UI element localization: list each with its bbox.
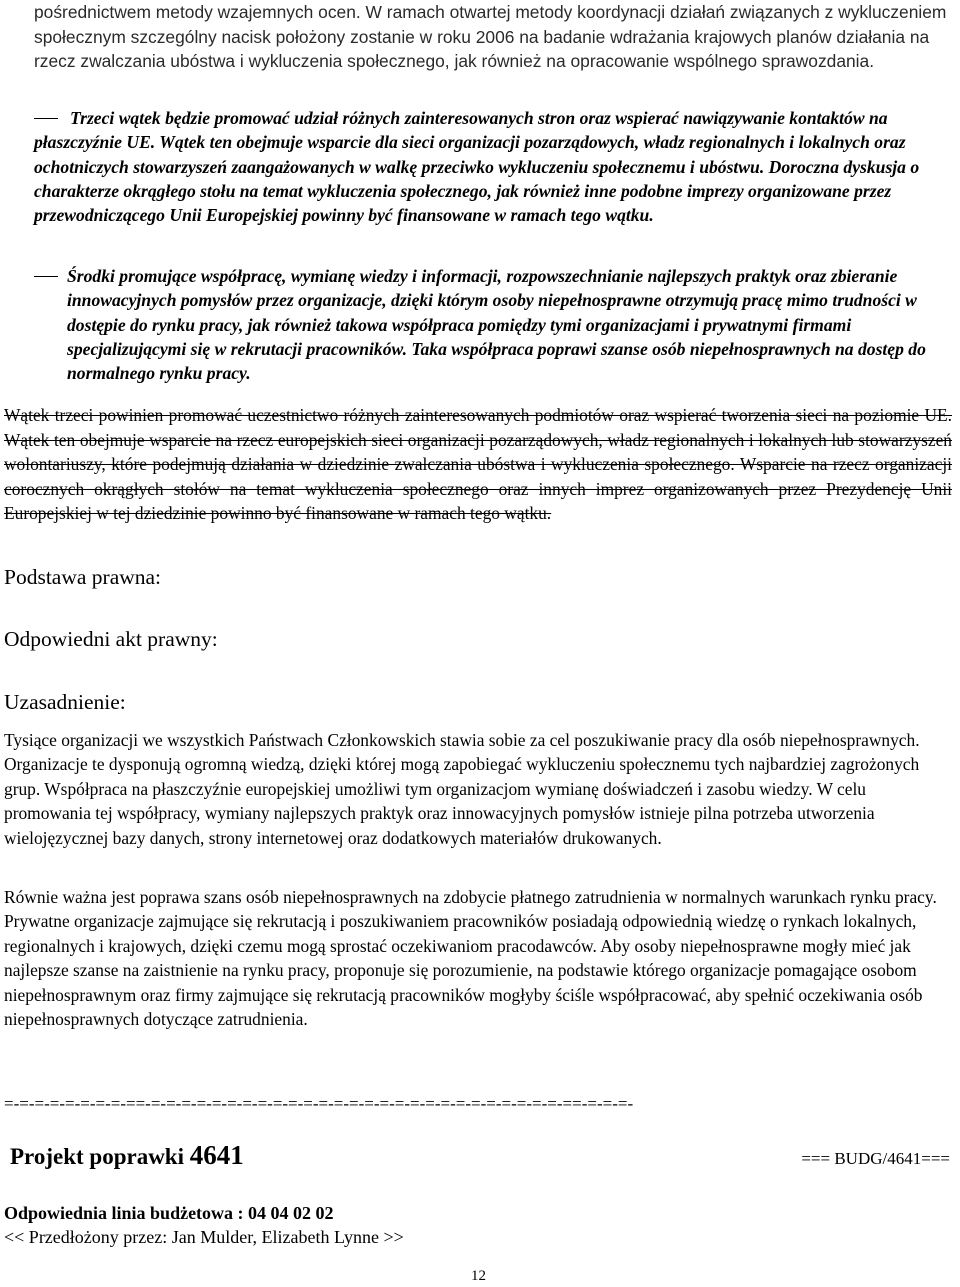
- struck-out-paragraph: Wątek trzeci powinien promować uczestnictwo różnych zainteresowanych podmiotów oraz wspierać tworzenia sieci na poziomie UE. Wątek ten obejmuje wsparcie na rzecz europejskich sieci organizacji pozarządowych, władz regionalnych i lokalnych lub stowarzyszeń wolontariuszy, które podejmują działania w dziedzinie zwalczania ubóstwa i wykluczenia społecznego. Wsparcie na rzecz organizacji corocznych okrągłych stołów na temat wykluczenia społecznego oraz innych imprez organizowanych przez Prezydencję Unii Europejskiej w tej dziedzinie powinno być finansowane w ramach tego wątku.: [4, 405, 952, 523]
- submitted-by: << Przedłożony przez: Jan Mulder, Elizabeth Lynne >>: [4, 1227, 404, 1247]
- page-number: 12: [471, 1268, 486, 1284]
- bullet-text: Trzeci wątek będzie promować udział różnych zainteresowanych stron oraz wspierać nawiązywanie kontaktów na płaszczyźnie UE. Wątek ten obejmuje wsparcie dla sieci organizacji pozarządowych, władz regionalnych i lokalnych oraz ochotniczych stowarzyszeń zaangażowanych w walkę przeciwko wykluczeniu społecznemu i ubóstwu. Doroczna dyskusja o charakterze okrągłego stołu na temat wykluczenia społecznego, jak również inne podobne imprezy organizowane przez przewodniczącego Unii Europejskiej powinny być finansowane w ramach tego wątku.: [34, 108, 920, 226]
- bullet-text: Środki promujące współpracę, wymianę wiedzy i informacji, rozpowszechnianie najlepszych praktyk oraz zbieranie innowacyjnych pomysłów przez organizacje, dzięki którym osoby niepełnosprawne otrzymują pracę mimo trudności w dostępie do rynku pracy, jak również takowa współpraca pomiędzy tymi organizacjami i prywatnymi firmami specjalizującymi się w rekrutacji pracowników. Taka współpraca poprawi szanse osób niepełnosprawnych na dostęp do normalnego rynku pracy.: [67, 266, 926, 384]
- dash-marker: [34, 276, 58, 277]
- amendment-title: [10, 1140, 244, 1171]
- budg-reference: === BUDG/4641===: [801, 1149, 950, 1168]
- budget-line: Odpowiednia linia budżetowa : 04 04 02 02: [4, 1203, 334, 1223]
- justification-paragraph-2: Równie ważna jest poprawa szans osób niepełnosprawnych na zdobycie płatnego zatrudnienia w normalnych warunkach rynku pracy. Prywatne organizacje zajmujące się rekrutacją i poszukiwaniem pracowników posiadają odpowiednią wiedzę o rynkach lokalnych, regionalnych i krajowych, dzięki czemu mogą sprostać oczekiwaniom pracodawców. Aby osoby niepełnosprawne mogły mieć jak najlepsze szanse na zaistnienie na rynku pracy, proponuje się porozumienie, na podstawie którego organizacje pomagające osobom niepełnosprawnym oraz firmy zajmujące się rekrutacją pracowników mogłyby ściśle współpracować, aby spełnić oczekiwania osób niepełnosprawnych dotyczące zatrudnienia.: [4, 887, 937, 1030]
- amendment-label: Projekt poprawki: [10, 1144, 184, 1169]
- heading-justification: Uzasadnienie:: [4, 690, 126, 714]
- justification-paragraph-1: Tysiące organizacji we wszystkich Państwach Członkowskich stawia sobie za cel poszukiwanie pracy dla osób niepełnosprawnych. Organizacje te dysponują ogromną wiedzą, dzięki której mogą zapobiegać wykluczeniu społecznemu tych najbardziej zagrożonych grup. Współpraca na płaszczyźnie europejskiej umożliwi tym organizacjom wymianę doświadczeń i zasobu wiedzy. W celu promowania tej współpracy, wymiany najlepszych praktyk oraz innowacyjnych pomysłów istnieje pilna potrzeba utworzenia wielojęzycznej bazy danych, strony internetowej oraz dodatkowych materiałów drukowanych.: [4, 730, 920, 848]
- dash-marker: [34, 118, 58, 119]
- heading-legal-act: Odpowiedni akt prawny:: [4, 627, 218, 651]
- bullet-item-measures: [34, 264, 952, 385]
- heading-legal-basis: Podstawa prawna:: [4, 565, 162, 589]
- bullet-item-third-strand: [34, 106, 952, 227]
- amendment-number: 4641: [189, 1140, 244, 1170]
- intro-paragraph: pośrednictwem metody wzajemnych ocen. W ramach otwartej metody koordynacji działań związanych z wykluczeniem społecznym szczególny nacisk położony zostanie w roku 2006 na badanie wdrażania krajowych planów działania na rzecz zwalczania ubóstwa i wykluczenia społecznego, jak również na opracowanie wspólnego sprawozdania.: [34, 2, 947, 71]
- separator-line: =-=-=-=-=-=-=-=-==-=-=-=-=-=-=-=-=-=-=-=-=-=-=-=-=-=-=-=-=-=-=-=-=-=-=-=-==-=-=-=-: [4, 1094, 634, 1113]
